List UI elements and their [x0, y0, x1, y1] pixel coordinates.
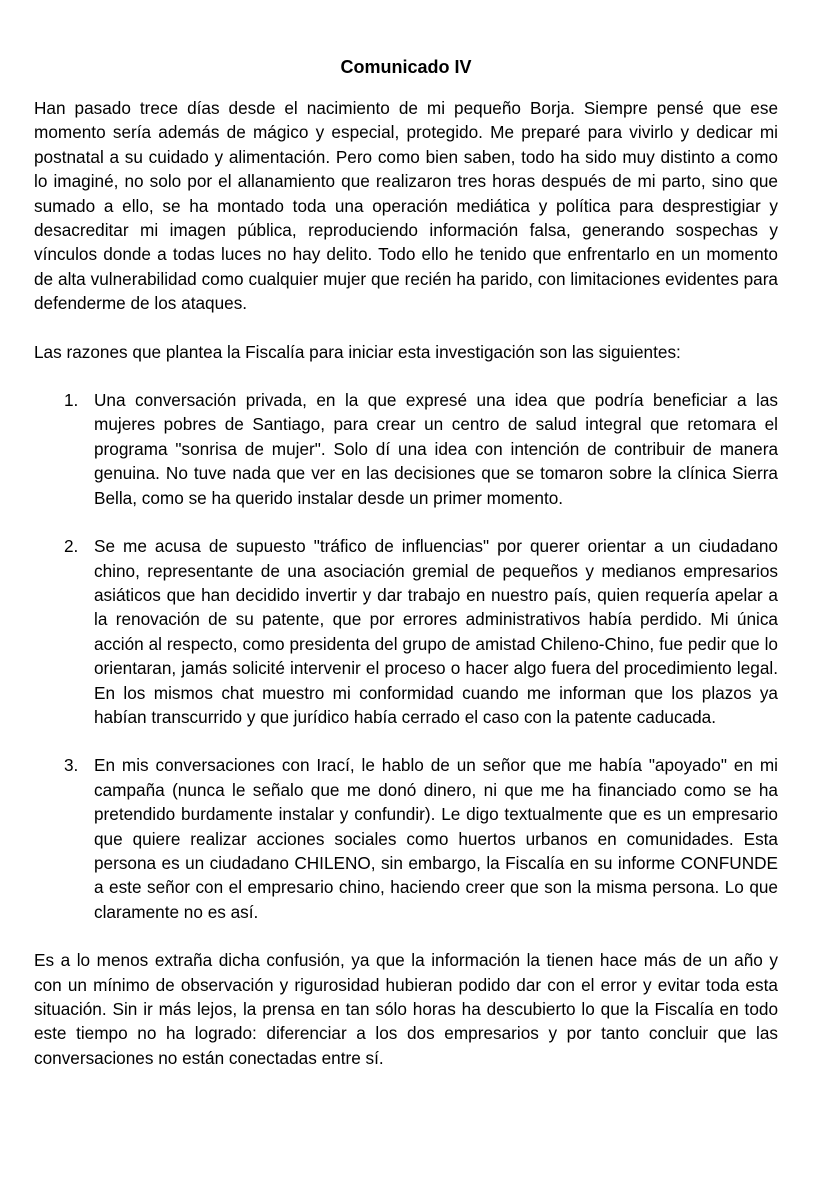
intro-paragraph: Han pasado trece días desde el nacimiento de mi pequeño Borja. Siempre pensé que ese momento sería además de mágico y especial, protegido. Me preparé para vivirlo y dedicar mi postnatal a su cuidado y alimentación. Pero como bien saben, todo ha sido muy distinto a como lo imaginé, no solo por el allanamiento que realizaron tres horas después de mi parto, sino que sumado a ello, se ha montado toda una operación mediática y política para desprestigiar y desacreditar mi imagen pública, reproduciendo información falsa, generando sospechas y vínculos donde a todas luces no hay delito. Todo ello he tenido que enfrentarlo en un momento de alta vulnerabilidad como cualquier mujer que recién ha parido, con limitaciones evidentes para defenderme de los ataques. [34, 98, 778, 314]
reason-number: 2. [64, 536, 79, 557]
reason-text: En mis conversaciones con Irací, le hablo de un señor que me había "apoyado" en mi campaña (nunca le señalo que me donó dinero, ni que me ha financiado como se ha pretendido burdamente instalar y confundir). Le digo textualmente que es un empresario que quiere realizar acciones sociales como huertos urbanos en comunidades. Esta persona es un ciudadano CHILENO, sin embargo, la Fiscalía en su informe CONFUNDE a este señor con el empresario chino, haciendo creer que son la misma persona. Lo que claramente no es así. [94, 755, 778, 922]
reason-item-1 [34, 388, 778, 510]
document-title: Comunicado IV [340, 57, 472, 77]
reason-text: Se me acusa de supuesto "tráfico de influencias" por querer orientar a un ciudadano chino, representante de una asociación gremial de pequeños y medianos empresarios asiáticos que han decidido invertir y dar trabajo en nuestro país, quien requería apelar a la renovación de su patente, que por errores administrativos había perdido. Mi única acción al respecto, como presidenta del grupo de amistad Chileno-Chino, fue pedir que lo orientaran, jamás solicité intervenir el proceso o hacer algo fuera del procedimiento legal. En los mismos chat muestro mi conformidad cuando me informan que los plazos ya habían transcurrido y que jurídico había cerrado el caso con la patente caducada. [94, 536, 778, 727]
reason-text: Una conversación privada, en la que expresé una idea que podría beneficiar a las mujeres pobres de Santiago, para crear un centro de salud integral que retomara el programa "sonrisa de mujer". Solo dí una idea con intención de contribuir de manera genuina. No tuve nada que ver en las decisiones que se tomaron sobre la clínica Sierra Bella, como se ha querido instalar desde un primer momento. [94, 390, 778, 508]
reason-item-3 [34, 753, 778, 924]
paragraph-spacer [34, 364, 778, 388]
reasons-list [34, 388, 778, 924]
reasons-intro-paragraph: Las razones que plantea la Fiscalía para iniciar esta investigación son las siguientes: [34, 341, 681, 362]
paragraph-spacer [34, 316, 778, 340]
reason-item-2 [34, 534, 778, 729]
closing-paragraph: Es a lo menos extraña dicha confusión, ya que la información la tienen hace más de un año y con un mínimo de observación y rigurosidad hubieran podido dar con el error y evitar toda esta situación. Sin ir más lejos, la prensa en tan sólo horas ha descubierto lo que la Fiscalía en todo este tiempo no ha logrado: diferenciar a los dos empresarios y por tanto concluir que las conversaciones no están conectadas entre sí. [34, 950, 778, 1068]
document-page [34, 56, 778, 1070]
reason-number: 3. [64, 755, 79, 776]
reason-number: 1. [64, 390, 79, 411]
